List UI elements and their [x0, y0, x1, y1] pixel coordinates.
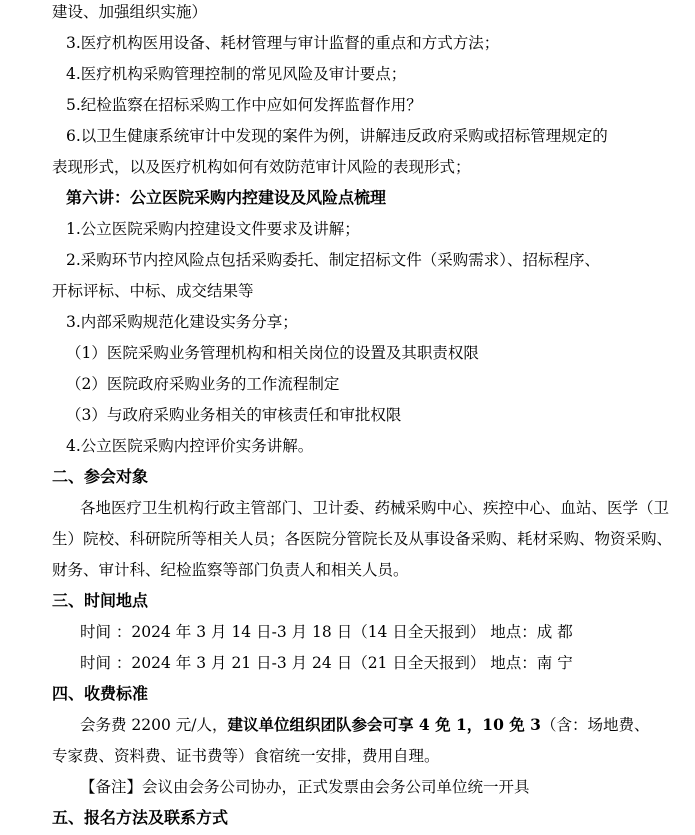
remark-line: 【备注】会议由会务公司协办，正式发票由会务公司单位统一开具: [80, 778, 530, 796]
fee-includes: （含：场地费、: [540, 716, 650, 734]
list-item: 4.公立医院采购内控评价实务讲解。: [66, 437, 314, 455]
text-line: 开标评标、中标、成交结果等: [52, 282, 254, 300]
paragraph-line: 生）院校、科研院所等相关人员；各医院分管院长及从事设备采购、耗材采购、物资采购、: [52, 530, 673, 548]
list-item: 3.内部采购规范化建设实务分享；: [66, 313, 298, 331]
schedule-line: 时间 ：2024 年 3 月 21 日-3 月 24 日（21 日全天报到） 地点：南 宁: [80, 654, 573, 672]
list-item: 5.纪检监察在招标采购工作中应如何发挥监督作用？: [66, 96, 422, 114]
section-heading-attendees: 二、参会对象: [52, 467, 149, 486]
text-line: 表现形式，以及医疗机构如何有效防范审计风险的表现形式；: [52, 158, 471, 176]
fee-amount: 会务费 2200 元/人，: [80, 716, 228, 734]
list-item: 3.医疗机构医用设备、耗材管理与审计监督的重点和方式方法；: [66, 34, 500, 52]
lecture-heading: 第六讲：公立医院采购内控建设及风险点梳理: [66, 188, 387, 207]
text-line: 建设、加强组织实施）: [52, 3, 208, 21]
schedule-line: 时间 ：2024 年 3 月 14 日-3 月 18 日（14 日全天报到） 地点：成 都: [80, 623, 573, 641]
paragraph-line: 各地医疗卫生机构行政主管部门、卫计委、药械采购中心、疾控中心、血站、医学（卫: [80, 499, 670, 517]
fee-line: [80, 715, 649, 735]
list-item: 2.采购环节内控风险点包括采购委托、制定招标文件（采购需求）、招标程序、: [66, 251, 601, 269]
list-item: 1.公立医院采购内控建设文件要求及讲解；: [66, 220, 360, 238]
list-item: 6.以卫生健康系统审计中发现的案件为例，讲解违反政府采购或招标管理规定的: [66, 127, 608, 145]
list-item: 4.医疗机构采购管理控制的常见风险及审计要点；: [66, 65, 407, 83]
section-heading-fees: 四、收费标准: [52, 684, 149, 703]
group-discount: 建议单位组织团队参会可享 4 免 1，10 免 3: [227, 715, 541, 734]
section-heading-time-place: 三、时间地点: [52, 591, 149, 610]
paragraph-line: 财务、审计科、纪检监察等部门负责人和相关人员。: [52, 561, 409, 579]
sub-list-item: （3）与政府采购业务相关的审核责任和审批权限: [66, 406, 402, 424]
sub-list-item: （2）医院政府采购业务的工作流程制定: [66, 375, 340, 393]
sub-list-item: （1）医院采购业务管理机构和相关岗位的设置及其职责权限: [66, 344, 479, 362]
section-heading-registration: 五、报名方法及联系方式: [52, 808, 229, 827]
paragraph-line: 专家费、资料费、证书费等）食宿统一安排，费用自理。: [52, 747, 440, 765]
